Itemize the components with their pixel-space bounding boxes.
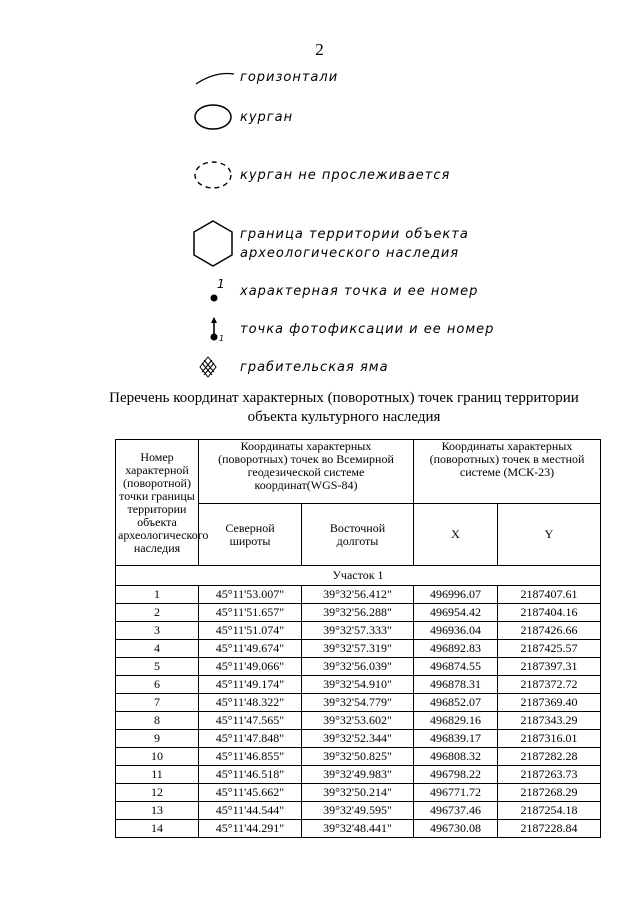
untraceable-mound-icon	[190, 158, 240, 192]
legend-label: курган	[240, 109, 294, 125]
cell-x: 496996.07	[414, 586, 498, 604]
photo-point-icon	[190, 314, 240, 344]
cell-n: 3	[116, 622, 199, 640]
cell-lat: 45°11'46.855"	[199, 748, 302, 766]
cell-x: 496878.31	[414, 676, 498, 694]
cell-lat: 45°11'47.848"	[199, 730, 302, 748]
cell-lat: 45°11'49.674"	[199, 640, 302, 658]
cell-lon: 39°32'54.910"	[302, 676, 414, 694]
header-msk23: Координаты характерных (поворотных) точек в местной системе (МСК-23)	[414, 440, 601, 504]
legend-contour	[190, 66, 338, 88]
cell-lon: 39°32'53.602"	[302, 712, 414, 730]
cell-n: 12	[116, 784, 199, 802]
table-row	[116, 712, 601, 730]
table-row	[116, 802, 601, 820]
cell-lat: 45°11'47.565"	[199, 712, 302, 730]
cell-n: 10	[116, 748, 199, 766]
cell-lon: 39°32'49.595"	[302, 802, 414, 820]
characteristic-point-icon	[190, 276, 240, 306]
cell-x: 496852.07	[414, 694, 498, 712]
legend-looter-pit	[190, 354, 389, 380]
table-row	[116, 748, 601, 766]
contour-line-icon	[190, 66, 240, 88]
cell-lat: 45°11'49.174"	[199, 676, 302, 694]
table-row	[116, 640, 601, 658]
cell-lon: 39°32'49.983"	[302, 766, 414, 784]
cell-x: 496808.32	[414, 748, 498, 766]
cell-y: 2187407.61	[498, 586, 601, 604]
table-row	[116, 658, 601, 676]
cell-lat: 45°11'51.074"	[199, 622, 302, 640]
cell-n: 4	[116, 640, 199, 658]
legend-label: курган не прослеживается	[240, 167, 451, 183]
table-row	[116, 586, 601, 604]
cell-n: 8	[116, 712, 199, 730]
cell-lon: 39°32'50.214"	[302, 784, 414, 802]
cell-x: 496730.08	[414, 820, 498, 838]
cell-lat: 45°11'51.657"	[199, 604, 302, 622]
cell-lon: 39°32'57.319"	[302, 640, 414, 658]
cell-n: 7	[116, 694, 199, 712]
hexagon-boundary-icon	[190, 218, 240, 270]
cell-lon: 39°32'52.344"	[302, 730, 414, 748]
legend-photo-point	[190, 314, 494, 344]
cell-x: 496829.16	[414, 712, 498, 730]
cell-n: 2	[116, 604, 199, 622]
cell-x: 496954.42	[414, 604, 498, 622]
point-number: 1	[217, 277, 225, 291]
header-longitude: Восточной долготы	[302, 504, 414, 566]
header-x: X	[414, 504, 498, 566]
cell-lon: 39°32'54.779"	[302, 694, 414, 712]
cell-y: 2187397.31	[498, 658, 601, 676]
cell-lon: 39°32'48.441"	[302, 820, 414, 838]
cell-n: 6	[116, 676, 199, 694]
mound-icon	[190, 102, 240, 132]
table-row	[116, 766, 601, 784]
cell-lon: 39°32'56.412"	[302, 586, 414, 604]
cell-y: 2187282.28	[498, 748, 601, 766]
table-row	[116, 622, 601, 640]
table-row	[116, 820, 601, 838]
section-label: Участок 1	[116, 566, 601, 586]
cell-x: 496839.17	[414, 730, 498, 748]
cell-y: 2187425.57	[498, 640, 601, 658]
cell-lat: 45°11'44.291"	[199, 820, 302, 838]
table-heading	[80, 389, 608, 427]
legend-label-line: археологического наследия	[240, 246, 460, 261]
header-wgs84: Координаты характерных (поворотных) точек во Всемирной геодезической системе координат(WGS-84)	[199, 440, 414, 504]
cell-lat: 45°11'53.007"	[199, 586, 302, 604]
cell-x: 496936.04	[414, 622, 498, 640]
header-latitude: Северной широты	[199, 504, 302, 566]
cell-y: 2187372.72	[498, 676, 601, 694]
cell-n: 9	[116, 730, 199, 748]
legend-label	[240, 225, 469, 263]
cell-lon: 39°32'56.288"	[302, 604, 414, 622]
cell-n: 11	[116, 766, 199, 784]
legend-boundary	[190, 218, 469, 270]
cell-lat: 45°11'48.322"	[199, 694, 302, 712]
heading-line: Перечень координат характерных (поворотных) точек границ территории	[109, 390, 579, 406]
cell-y: 2187228.84	[498, 820, 601, 838]
header-point-number: Номер характерной (поворотной) точки границы территории объекта археологического наследия	[116, 440, 199, 566]
cell-n: 1	[116, 586, 199, 604]
cell-lon: 39°32'56.039"	[302, 658, 414, 676]
cell-y: 2187369.40	[498, 694, 601, 712]
cell-lon: 39°32'50.825"	[302, 748, 414, 766]
page-number: 2	[315, 40, 324, 59]
cell-lat: 45°11'46.518"	[199, 766, 302, 784]
table-row	[116, 694, 601, 712]
table-row	[116, 604, 601, 622]
coordinates-table	[115, 439, 601, 838]
cell-lat: 45°11'49.066"	[199, 658, 302, 676]
cell-y: 2187263.73	[498, 766, 601, 784]
cell-n: 13	[116, 802, 199, 820]
cell-y: 2187404.16	[498, 604, 601, 622]
point-number: 1	[219, 334, 225, 343]
cell-lon: 39°32'57.333"	[302, 622, 414, 640]
cell-x: 496892.83	[414, 640, 498, 658]
cell-y: 2187343.29	[498, 712, 601, 730]
legend-label: горизонтали	[240, 69, 339, 85]
cell-y: 2187316.01	[498, 730, 601, 748]
cell-y: 2187426.66	[498, 622, 601, 640]
cell-x: 496798.22	[414, 766, 498, 784]
cell-x: 496737.46	[414, 802, 498, 820]
table-row	[116, 730, 601, 748]
cell-y: 2187268.29	[498, 784, 601, 802]
legend-label: точка фотофиксации и ее номер	[240, 321, 495, 337]
cell-lat: 45°11'44.544"	[199, 802, 302, 820]
table-row	[116, 784, 601, 802]
legend-label: характерная точка и ее номер	[240, 283, 479, 299]
header-y: Y	[498, 504, 601, 566]
looter-pit-icon	[190, 354, 240, 380]
legend-label: грабительская яма	[240, 359, 389, 375]
cell-n: 14	[116, 820, 199, 838]
legend-untraceable-mound	[190, 158, 450, 192]
legend-mound	[190, 102, 293, 132]
legend-characteristic-point	[190, 276, 478, 306]
cell-n: 5	[116, 658, 199, 676]
legend-label-line: граница территории объекта	[240, 227, 469, 242]
cell-x: 496874.55	[414, 658, 498, 676]
cell-lat: 45°11'45.662"	[199, 784, 302, 802]
table-row	[116, 676, 601, 694]
heading-line: объекта культурного наследия	[247, 409, 441, 425]
cell-y: 2187254.18	[498, 802, 601, 820]
cell-x: 496771.72	[414, 784, 498, 802]
